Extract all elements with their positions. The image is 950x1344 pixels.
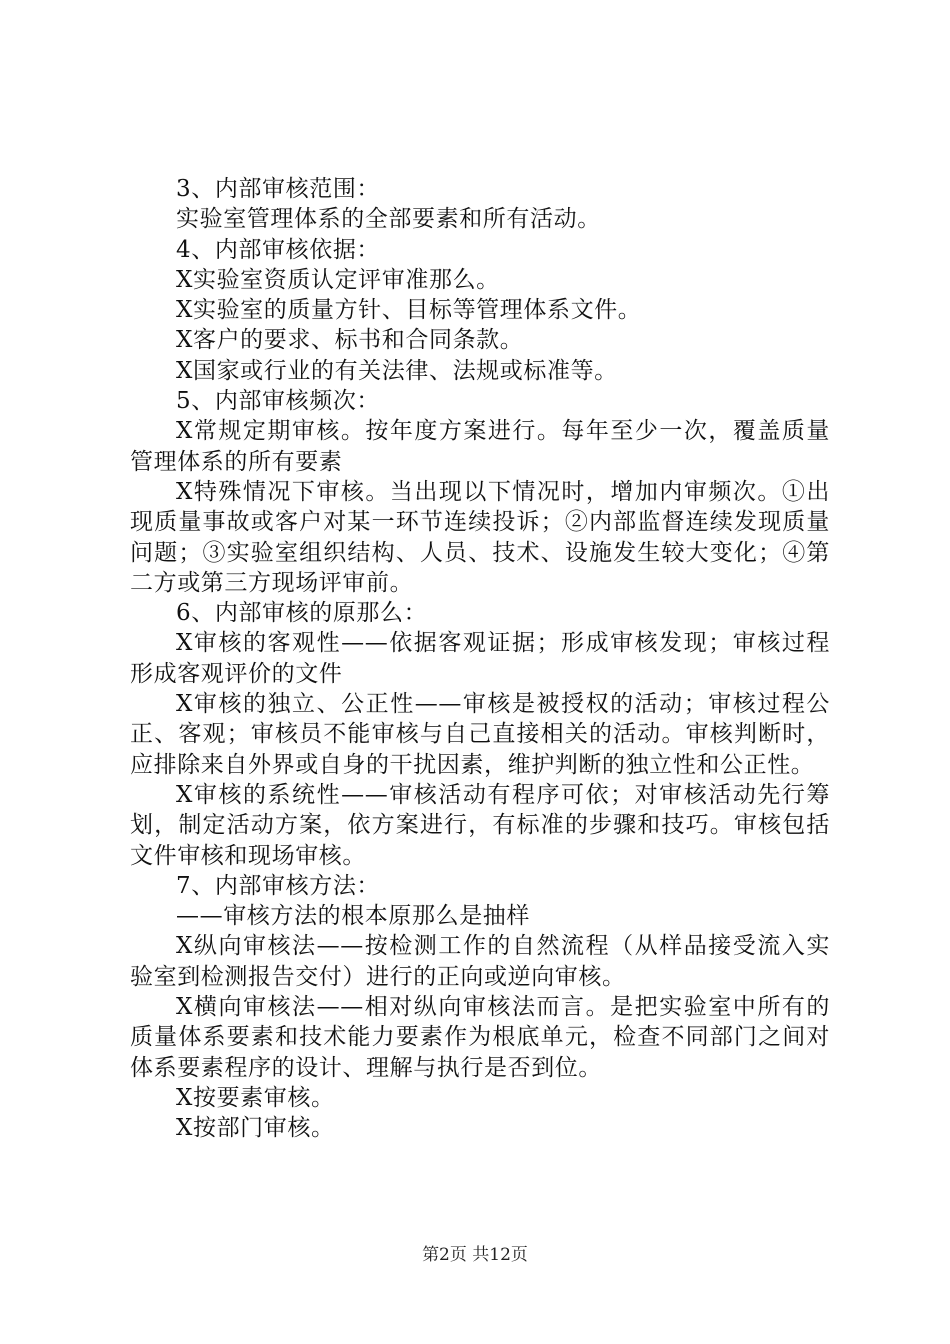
heading-basis: 4、内部审核依据：	[176, 236, 381, 263]
list-item: X特殊情况下审核。当出现以下情况时，增加内审频次。①出现质量事故或客户对某一环节连续投诉；②内部监督连续发现质量问题；③实验室组织结构、人员、技术、设施发生较大变化；④第二方或第三方现场评审前。	[130, 478, 830, 596]
list-item: X纵向审核法——按检测工作的自然流程（从样品接受流入实验室到检测报告交付）进行的正向或逆向审核。	[130, 933, 830, 990]
heading-principles: 6、内部审核的原那么：	[176, 600, 428, 627]
list-item: X国家或行业的有关法律、法规或标准等。	[176, 357, 618, 384]
list-item: X实验室的质量方针、目标等管理体系文件。	[176, 297, 642, 324]
heading-frequency: 5、内部审核频次：	[176, 388, 381, 415]
paragraph: 实验室管理体系的全部要素和所有活动。	[176, 206, 601, 233]
heading-methods: 7、内部审核方法：	[176, 872, 381, 899]
list-item: X实验室资质认定评审准那么。	[176, 266, 500, 293]
list-item: X常规定期审核。按年度方案进行。每年至少一次，覆盖质量管理体系的所有要素	[130, 418, 830, 475]
page-number: 第2页 共12页	[422, 1245, 528, 1265]
list-item: X审核的独立、公正性——审核是被授权的活动；审核过程公正、客观；审核员不能审核与自己直接相关的活动。审核判断时，应排除来自外界或自身的干扰因素，维护判断的独立性和公正性。	[130, 691, 830, 778]
heading-scope: 3、内部审核范围：	[176, 176, 381, 202]
list-item: X客户的要求、标书和合同条款。	[176, 327, 524, 354]
list-item: X按部门审核。	[176, 1115, 335, 1142]
list-item: X审核的系统性——审核活动有程序可依；对审核活动先行筹划，制定活动方案，依方案进行，有标准的步骤和技巧。审核包括文件审核和现场审核。	[130, 781, 830, 869]
list-item: X横向审核法——相对纵向审核法而言。是把实验室中所有的质量体系要素和技术能力要素作为根底单元，检查不同部门之间对体系要素程序的设计、理解与执行是否到位。	[130, 994, 830, 1081]
list-item: ——审核方法的根本原那么是抽样	[176, 903, 530, 930]
document-body	[130, 174, 830, 1144]
list-item: X审核的客观性——依据客观证据；形成审核发现；审核过程形成客观评价的文件	[130, 630, 830, 687]
list-item: X按要素审核。	[176, 1084, 335, 1111]
